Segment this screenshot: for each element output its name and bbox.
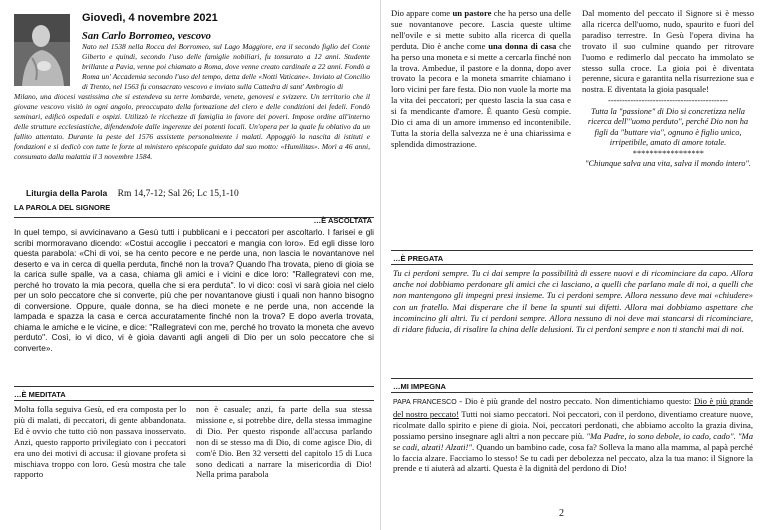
motto-quote: "Chiunque salva una vita, salva il mondo intero". — [584, 159, 752, 169]
right-col-1 — [391, 8, 571, 150]
stars-divider: ***************** — [632, 148, 704, 158]
impegna-author: PAPA FRANCESCO — [393, 399, 457, 406]
saint-bio-rest: Milano, una diocesi vastissima che si estendeva su terre lombarde, venete, genovesi e svizzere. Un territorio che il giovane vescovo visitò in ogni angolo, preoccupato della formazione del clero e delle condizioni dei fedeli. Fondò seminari, edificò ospedali e ospizi. Utilizzò le ricchezze di famiglia in favore dei poveri. Impose ordine all'interno delle strutture ecclesiastiche, difendendole dalle ingerenze dei potenti locali. Un'opera per la quale fu oblativo da un fallito attentato. Durante la peste del 1576 assistette personalmente i malati. Appoggiò la nascita di istituti e fondazioni e si dedicò con tutte le forze al ministero episcopale guidato dal suo motto: «Humilitas». Morì a 46 anni, consumato dalla malattia il 3 novembre 1584. — [14, 92, 370, 161]
ascoltata-label: …È ASCOLTATA — [313, 216, 372, 225]
impegna-label: …MI IMPEGNA — [393, 382, 446, 391]
meditata-top-rule — [14, 386, 374, 387]
gospel-text: In quel tempo, si avvicinavano a Gesù tutti i pubblicani e i peccatori per ascoltarlo. I farisei e gli scribi mormoravano dicendo: «Costui accoglie i peccatori e mangia con loro». Ed egli disse loro questa parabola: «Chi di voi, se ha cento pecore e ne perde una, non lascia le novantanove nel deserto e va in cerca di quella perduta, finché non la trova? Quando l'ha trovata, pieno di gioia se la carica sulle spalle, va a casa, chiama gli amici e i vicini e dice loro: "Rallegratevi con me, perché ho trovato la mia pecora, quella che si era perduta". Io vi dico: così vi sarà gioia nel cielo per un solo peccatore che si converte, più che per novantanove giusti i quali non hanno bisogno di conversione. Oppure, quale donna, se ha dieci monete e ne perde una, non accende la lampada e spazza la casa e cerca accuratamente finché non la trova? E dopo averla trovata, chiama le amiche e le vicine, e dice: "Rallegratevi con me, perché ho trovato la moneta che avevo perduto". Così, io vi dico, vi è gioia davanti agli angeli di Dio per un solo peccatore che si converte». — [14, 227, 374, 353]
dashes-divider: ------------------------------------------- — [608, 96, 728, 106]
saint-bio — [14, 42, 370, 162]
impegna-italic-quote: "Ma Padre, io sono debole, io cado, cado". "Ma se cadi, alzati! Alzati!" — [393, 430, 753, 452]
parola-heading: LA PAROLA DEL SIGNORE — [14, 203, 111, 212]
impegna-text — [393, 396, 753, 474]
right-col-1-donna: una donna di casa — [488, 40, 557, 51]
liturgy-refs: Rm 14,7-12; Sal 26; Lc 15,1-10 — [117, 189, 239, 199]
right-col-1-part-c: che ha perso una delle sue novantanove pecore. Lascia queste ultime nell'ovile e si mette subito alla ricerca di quella perduta. Dio è anche come — [391, 8, 571, 51]
impegna-underlined: Dio è più grande del nostro peccato! — [393, 396, 753, 419]
impegna-part-5: . Quando un bambino cade, cosa fa? Solleva la mano alla mamma, al papà perché lo faccia alzare. Facciamo lo stesso! Se tu cadi per debolezza nel peccato, alza la tua mano: il Signore la prende e ti aiuterà ad alzarti. Questa è la dignità del perdono di Dio! — [393, 441, 753, 474]
right-col-1-pastore: un pastore — [452, 8, 492, 18]
right-col-2 — [582, 8, 754, 170]
passione-quote: Tutta la "passione" di Dio si concretizza nella ricerca dell'"uomo perduto", perché Dio non ha figli da "buttare via", ognuno è figlio unico, irripetibile, amato di amore totale. — [587, 106, 749, 148]
impegna-top-rule — [391, 378, 753, 379]
saint-bio-intro: Nato nel 1538 nella Rocca dei Borromeo, sul Lago Maggiore, era il secondo figlio del Conte Giberto e quindi, secondo l'uso delle famiglie nobiliari, fu tonsurato a 12 anni. Studente brillante a Pavia, venne poi chiamato a Roma, dove venne creato cardinale a 22 anni. Fondò a Roma un' Accademia secondo l'uso del tempo, detta delle «Notti Vaticane». Inviato al Concilio di Trento, nel 1563 fu consacrato vescovo e inviato sulla Cattedra di sant' Ambrogio di — [82, 42, 370, 91]
impegna-bottom-rule — [391, 392, 753, 393]
pregata-text: Tu ci perdoni sempre. Tu ci dai sempre la possibilità di essere nuovi e di ricominciare da capo. Allora anche noi dobbiamo perdonare gli amici che ci lasciano, a quelli che parlano male di noi, a quelli che non mantengono gli impegni presi insieme. Tu ci perdoni sempre. Allora nessuno deve mai «chiudere» con un fratello. Mai disperare che il bene la spunti sui difetti. Allora mai dobbiamo aspettare che incomincino gli altri. Tu ci perdoni sempre. Allora nessuno di noi deve mai stancarsi di ricominciare, di ridare fiducia, di risalire la china delle delusioni. Tu ci perdoni sempre e non ti stanchi mai di noi. — [393, 268, 753, 335]
impegna-part-1: - Dio è più grande del nostro peccato. Non dimentichiamo questo: — [456, 396, 694, 406]
right-col-1-part-e: che ha perso una moneta e si mette a cercarla finché non la trova. Ambedue, il pastore e la donna, dopo aver trovato la pecora e la moneta smarrite chiamano i loro vicini per fare festa. Dio non vuole la morte ma la vita dei peccatori; per questo lascia la sua casa e si fa mendicante d'amore. È quanto Gesù compie. Dio ci ama di un amore immenso ed incontenibile. Tutta la storia della salvezza ne è una chiarissima e splendida dimostrazione. — [391, 40, 572, 149]
page-number: 2 — [559, 508, 564, 519]
date-title: Giovedì, 4 novembre 2021 — [82, 12, 218, 24]
pregata-top-rule — [391, 250, 753, 251]
meditata-bottom-rule — [14, 400, 374, 401]
saint-name: San Carlo Borromeo, vescovo — [82, 31, 211, 42]
pregata-label: …È PREGATA — [393, 254, 444, 263]
liturgy-label: Liturgia della Parola — [26, 188, 108, 198]
meditata-col-1: Molta folla seguiva Gesù, ed era composta per lo più di malati, di peccatori, di gente abbandonata. Ed è ovvio che tutto ciò non passava inosservato. Anzi, questo rapporto privilegiato con i peccatori era uno dei motivi di accusa: il giovane profeta si mischiava troppo con loro. Gesù mostra che tale rapporto — [14, 404, 186, 480]
right-col-2-text: Dal momento del peccato il Signore si è messo alla ricerca dell'uomo, nudo, spaurito e fuori del paradiso terrestre. In Gesù l'opera divina ha trovato il suo culmine quando per ritrovare l'uomo e redimerlo dal peccato ha immolato se stesso sulla croce. La gioia poi è diventata perenne, sicura e garantita nella risurrezione sua e nostra. E diventata la gioia pasquale! — [582, 8, 754, 95]
liturgy-line — [26, 188, 239, 199]
right-page — [381, 0, 760, 530]
impegna-part-3: Tutti noi siamo peccatori. Noi peccatori, con il perdono, diventiamo creature nuove, ricolmate dallo spirito e piene di gioia. Noi, peccatori perdonati, che abbiamo accolto la grazia divina, possiamo persino insegnare agli altri a non peccare più. — [393, 408, 753, 441]
meditata-label: …È MEDITATA — [14, 390, 66, 399]
meditata-col-2: non è casuale; anzi, fa parte della sua stessa missione e, si potrebbe dire, della stessa immagine di Dio. Per questo risponde all'accusa parlando non di se stesso ma di Dio, di come agisce Dio, di com'è Dio. Ben 32 versetti del capitolo 15 di Luca sono dedicati a narrare la misericordia di Dio! Nella prima parabola — [196, 404, 372, 480]
pregata-bottom-rule — [391, 264, 753, 265]
right-col-1-part-a: Dio appare come — [391, 8, 453, 18]
